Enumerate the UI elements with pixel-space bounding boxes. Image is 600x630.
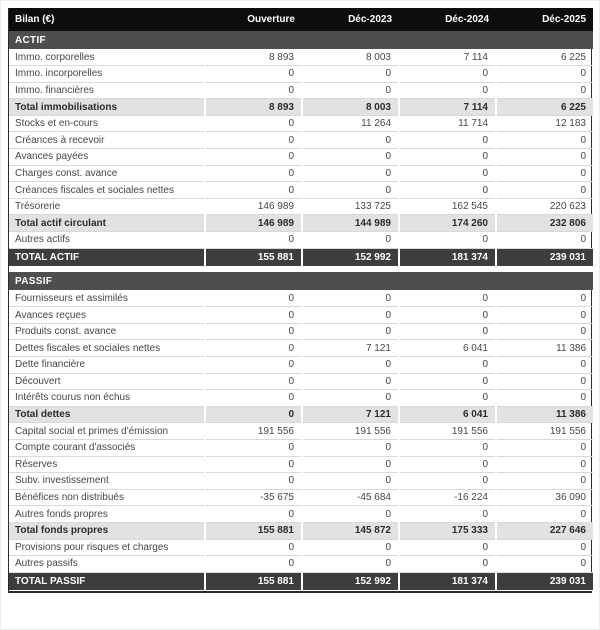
cell-value: 174 260 [399, 215, 496, 232]
cell-value: 0 [399, 323, 496, 340]
cell-value: 0 [496, 556, 593, 573]
cell-value: 0 [302, 323, 399, 340]
row-label: Trésorerie [9, 198, 205, 215]
cell-value: 155 881 [205, 572, 302, 590]
cell-value: 0 [399, 307, 496, 324]
table-row [9, 489, 593, 506]
cell-value: 191 556 [496, 423, 593, 440]
cell-value: 6 041 [399, 340, 496, 357]
cell-value: 0 [302, 390, 399, 407]
cell-value: 0 [205, 132, 302, 149]
cell-value: 155 881 [205, 248, 302, 266]
cell-value: 191 556 [205, 423, 302, 440]
row-label: Dettes fiscales et sociales nettes [9, 340, 205, 357]
cell-value: 0 [302, 506, 399, 523]
cell-value: 8 003 [302, 99, 399, 116]
table-row [9, 182, 593, 199]
cell-value: 232 806 [496, 215, 593, 232]
col-header-ouverture: Ouverture [205, 8, 302, 31]
cell-value: 0 [399, 390, 496, 407]
row-label: Compte courant d'associés [9, 439, 205, 456]
row-label: Total fonds propres [9, 522, 205, 539]
cell-value: 0 [399, 439, 496, 456]
section-header-row [9, 31, 593, 49]
row-label: Total dettes [9, 406, 205, 423]
cell-value: 0 [302, 556, 399, 573]
row-label: Provisions pour risques et charges [9, 539, 205, 556]
section-title: ACTIF [9, 31, 593, 49]
cell-value: 0 [496, 182, 593, 199]
table-row [9, 290, 593, 307]
subtotal-row [9, 215, 593, 232]
subtotal-row [9, 99, 593, 116]
cell-value: 11 386 [496, 406, 593, 423]
cell-value: -35 675 [205, 489, 302, 506]
table-row [9, 539, 593, 556]
cell-value: 0 [302, 149, 399, 166]
table-row [9, 473, 593, 490]
cell-value: 152 992 [302, 572, 399, 590]
cell-value: 0 [205, 539, 302, 556]
row-label: Capital social et primes d'émission [9, 423, 205, 440]
cell-value: 11 714 [399, 115, 496, 132]
cell-value: 0 [302, 182, 399, 199]
cell-value: 0 [399, 357, 496, 374]
cell-value: 8 893 [205, 99, 302, 116]
row-label: Total immobilisations [9, 99, 205, 116]
cell-value: 0 [205, 82, 302, 99]
col-header-dec-2024: Déc-2024 [399, 8, 496, 31]
cell-value: 6 225 [496, 49, 593, 66]
row-label: Fournisseurs et assimilés [9, 290, 205, 307]
cell-value: 0 [496, 323, 593, 340]
table-row [9, 66, 593, 83]
grand-total-row [9, 248, 593, 266]
cell-value: 0 [496, 165, 593, 182]
cell-value: 0 [399, 232, 496, 249]
table-row [9, 165, 593, 182]
cell-value: 133 725 [302, 198, 399, 215]
cell-value: 0 [496, 373, 593, 390]
cell-value: 0 [496, 473, 593, 490]
table-row [9, 390, 593, 407]
cell-value: 0 [205, 373, 302, 390]
cell-value: 144 989 [302, 215, 399, 232]
cell-value: 0 [496, 506, 593, 523]
cell-value: 0 [205, 340, 302, 357]
cell-value: 0 [496, 290, 593, 307]
row-label: Avances payées [9, 149, 205, 166]
cell-value: 0 [496, 66, 593, 83]
cell-value: -16 224 [399, 489, 496, 506]
cell-value: 0 [399, 165, 496, 182]
row-label: Produits const. avance [9, 323, 205, 340]
cell-value: 0 [399, 132, 496, 149]
cell-value: 0 [302, 307, 399, 324]
cell-value: 0 [205, 406, 302, 423]
cell-value: 0 [205, 290, 302, 307]
cell-value: 191 556 [302, 423, 399, 440]
cell-value: 0 [399, 82, 496, 99]
row-label: Créances fiscales et sociales nettes [9, 182, 205, 199]
cell-value: 0 [302, 165, 399, 182]
cell-value: 0 [399, 556, 496, 573]
cell-value: 0 [302, 456, 399, 473]
row-label: Immo. corporelles [9, 49, 205, 66]
cell-value: 0 [205, 165, 302, 182]
row-label: Intérêts courus non échus [9, 390, 205, 407]
cell-value: 0 [302, 373, 399, 390]
cell-value: 0 [496, 232, 593, 249]
cell-value: 0 [205, 456, 302, 473]
cell-value: 0 [302, 357, 399, 374]
table-body [9, 31, 593, 590]
row-label: Bénéfices non distribués [9, 489, 205, 506]
subtotal-row [9, 406, 593, 423]
row-label: Dette financière [9, 357, 205, 374]
cell-value: 0 [205, 182, 302, 199]
table-row [9, 132, 593, 149]
table-title: Bilan (€) [9, 8, 205, 31]
table-row [9, 115, 593, 132]
cell-value: 36 090 [496, 489, 593, 506]
table-row [9, 506, 593, 523]
cell-value: 0 [205, 439, 302, 456]
cell-value: 0 [399, 539, 496, 556]
cell-value: 0 [205, 473, 302, 490]
cell-value: 0 [399, 373, 496, 390]
total-label: TOTAL ACTIF [9, 248, 205, 266]
balance-sheet-table [9, 8, 593, 591]
cell-value: 239 031 [496, 572, 593, 590]
table-row [9, 357, 593, 374]
table-row [9, 423, 593, 440]
cell-value: 0 [496, 539, 593, 556]
table-row [9, 307, 593, 324]
cell-value: 0 [399, 290, 496, 307]
cell-value: 7 114 [399, 99, 496, 116]
cell-value: 0 [205, 307, 302, 324]
col-header-dec-2025: Déc-2025 [496, 8, 593, 31]
cell-value: 0 [496, 149, 593, 166]
cell-value: 0 [399, 66, 496, 83]
cell-value: 0 [205, 506, 302, 523]
cell-value: 220 623 [496, 198, 593, 215]
cell-value: 0 [302, 66, 399, 83]
cell-value: 0 [205, 149, 302, 166]
cell-value: 175 333 [399, 522, 496, 539]
cell-value: 181 374 [399, 248, 496, 266]
table-row [9, 439, 593, 456]
row-label: Total actif circulant [9, 215, 205, 232]
cell-value: 181 374 [399, 572, 496, 590]
cell-value: 227 646 [496, 522, 593, 539]
row-label: Stocks et en-cours [9, 115, 205, 132]
row-label: Réserves [9, 456, 205, 473]
cell-value: 146 989 [205, 215, 302, 232]
cell-value: 0 [302, 539, 399, 556]
cell-value: 162 545 [399, 198, 496, 215]
table-row [9, 198, 593, 215]
cell-value: 7 121 [302, 406, 399, 423]
row-label: Autres fonds propres [9, 506, 205, 523]
table-row [9, 323, 593, 340]
cell-value: 0 [205, 357, 302, 374]
table-row [9, 556, 593, 573]
cell-value: 0 [205, 323, 302, 340]
cell-value: 0 [205, 556, 302, 573]
table-row [9, 373, 593, 390]
cell-value: 7 114 [399, 49, 496, 66]
cell-value: 11 264 [302, 115, 399, 132]
table-row [9, 456, 593, 473]
cell-value: 0 [399, 473, 496, 490]
cell-value: 191 556 [399, 423, 496, 440]
table-header-row [9, 8, 593, 31]
section-header-row [9, 272, 593, 290]
cell-value: 0 [496, 357, 593, 374]
cell-value: 7 121 [302, 340, 399, 357]
subtotal-row [9, 522, 593, 539]
cell-value: 0 [496, 132, 593, 149]
table-row [9, 340, 593, 357]
cell-value: 0 [302, 82, 399, 99]
balance-sheet-table-frame [8, 8, 592, 593]
table-row [9, 232, 593, 249]
cell-value: 12 183 [496, 115, 593, 132]
cell-value: 0 [302, 439, 399, 456]
row-label: Avances reçues [9, 307, 205, 324]
cell-value: 0 [205, 232, 302, 249]
row-label: Autres passifs [9, 556, 205, 573]
table-row [9, 49, 593, 66]
row-label: Immo. incorporelles [9, 66, 205, 83]
cell-value: 0 [496, 439, 593, 456]
cell-value: 0 [496, 307, 593, 324]
cell-value: 0 [399, 456, 496, 473]
cell-value: 8 893 [205, 49, 302, 66]
table-row [9, 82, 593, 99]
cell-value: 0 [205, 390, 302, 407]
cell-value: 0 [205, 115, 302, 132]
row-label: Créances à recevoir [9, 132, 205, 149]
cell-value: 0 [302, 232, 399, 249]
grand-total-row [9, 572, 593, 590]
cell-value: 145 872 [302, 522, 399, 539]
col-header-dec-2023: Déc-2023 [302, 8, 399, 31]
row-label: Charges const. avance [9, 165, 205, 182]
cell-value: 0 [302, 473, 399, 490]
cell-value: 152 992 [302, 248, 399, 266]
cell-value: 0 [496, 456, 593, 473]
section-title: PASSIF [9, 272, 593, 290]
cell-value: 0 [399, 182, 496, 199]
cell-value: 11 386 [496, 340, 593, 357]
cell-value: 6 225 [496, 99, 593, 116]
cell-value: -45 684 [302, 489, 399, 506]
row-label: Immo. financières [9, 82, 205, 99]
total-label: TOTAL PASSIF [9, 572, 205, 590]
row-label: Autres actifs [9, 232, 205, 249]
cell-value: 0 [205, 66, 302, 83]
cell-value: 239 031 [496, 248, 593, 266]
row-label: Découvert [9, 373, 205, 390]
cell-value: 146 989 [205, 198, 302, 215]
cell-value: 0 [399, 506, 496, 523]
cell-value: 0 [496, 82, 593, 99]
cell-value: 0 [302, 132, 399, 149]
cell-value: 6 041 [399, 406, 496, 423]
cell-value: 155 881 [205, 522, 302, 539]
table-row [9, 149, 593, 166]
cell-value: 0 [302, 290, 399, 307]
cell-value: 0 [496, 390, 593, 407]
cell-value: 0 [399, 149, 496, 166]
row-label: Subv. investissement [9, 473, 205, 490]
cell-value: 8 003 [302, 49, 399, 66]
